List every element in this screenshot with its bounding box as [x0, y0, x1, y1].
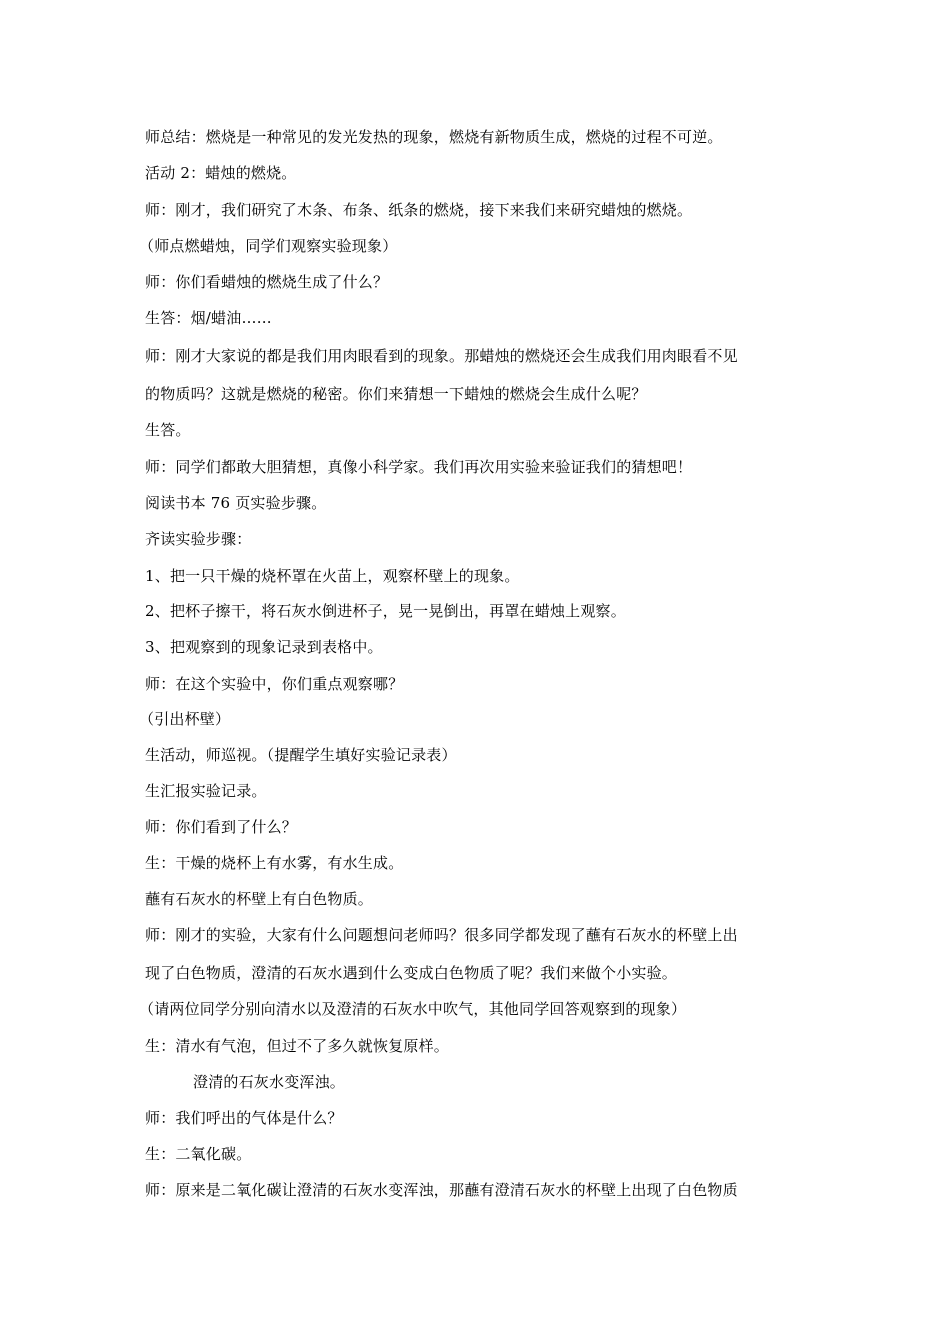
text-line: 3、把观察到的现象记录到表格中。 — [145, 638, 383, 656]
text-line: 生答：烟/蜡油…… — [145, 309, 272, 327]
text-line: 现了白色物质，澄清的石灰水遇到什么变成白色物质了呢？我们来做个小实验。 — [145, 964, 678, 982]
text-line: 生汇报实验记录。 — [145, 782, 267, 800]
text-line: 师：我们呼出的气体是什么？ — [145, 1109, 343, 1127]
text-line: 活动 2：蜡烛的燃烧。 — [145, 164, 297, 182]
text-line: 师：刚才，我们研究了木条、布条、纸条的燃烧，接下来我们来研究蜡烛的燃烧。 — [145, 201, 693, 219]
text-line: 生：清水有气泡，但过不了多久就恢复原样。 — [145, 1037, 450, 1055]
text-line: （师点燃蜡烛，同学们观察实验现象） — [139, 237, 398, 255]
text-line: 师：同学们都敢大胆猜想，真像小科学家。我们再次用实验来验证我们的猜想吧！ — [145, 458, 693, 476]
text-line: 澄清的石灰水变浑浊。 — [193, 1073, 346, 1091]
text-line: 师：在这个实验中，你们重点观察哪？ — [145, 675, 404, 693]
text-line: 的物质吗？这就是燃烧的秘密。你们来猜想一下蜡烛的燃烧会生成什么呢？ — [145, 385, 647, 403]
text-line: 阅读书本 76 页实验步骤。 — [145, 494, 327, 512]
text-line: 师：原来是二氧化碳让澄清的石灰水变浑浊，那蘸有澄清石灰水的杯壁上出现了白色物质 — [145, 1181, 738, 1199]
text-line: （请两位同学分别向清水以及澄清的石灰水中吹气，其他同学回答观察到的现象） — [139, 1000, 687, 1018]
text-line: 师：你们看蜡烛的燃烧生成了什么？ — [145, 273, 389, 291]
text-line: 蘸有石灰水的杯壁上有白色物质。 — [145, 890, 374, 908]
text-line: 师：刚才的实验，大家有什么问题想问老师吗？很多同学都发现了蘸有石灰水的杯壁上出 — [145, 926, 738, 944]
text-line: 齐读实验步骤： — [145, 530, 252, 548]
text-line: 师：你们看到了什么？ — [145, 818, 298, 836]
text-line: 1、把一只干燥的烧杯罩在火苗上，观察杯壁上的现象。 — [145, 567, 520, 585]
text-line: 生活动，师巡视。（提醒学生填好实验记录表） — [145, 746, 457, 764]
text-line: 师：刚才大家说的都是我们用肉眼看到的现象。那蜡烛的燃烧还会生成我们用肉眼看不见 — [145, 347, 738, 365]
text-line: 师总结：燃烧是一种常见的发光发热的现象，燃烧有新物质生成，燃烧的过程不可逆。 — [145, 128, 723, 146]
text-line: 生答。 — [145, 421, 191, 439]
text-line: 生：干燥的烧杯上有水雾，有水生成。 — [145, 854, 404, 872]
text-line: 2、把杯子擦干，将石灰水倒进杯子，晃一晃倒出，再罩在蜡烛上观察。 — [145, 602, 626, 620]
text-line: 生：二氧化碳。 — [145, 1145, 252, 1163]
text-line: （引出杯壁） — [139, 710, 231, 728]
